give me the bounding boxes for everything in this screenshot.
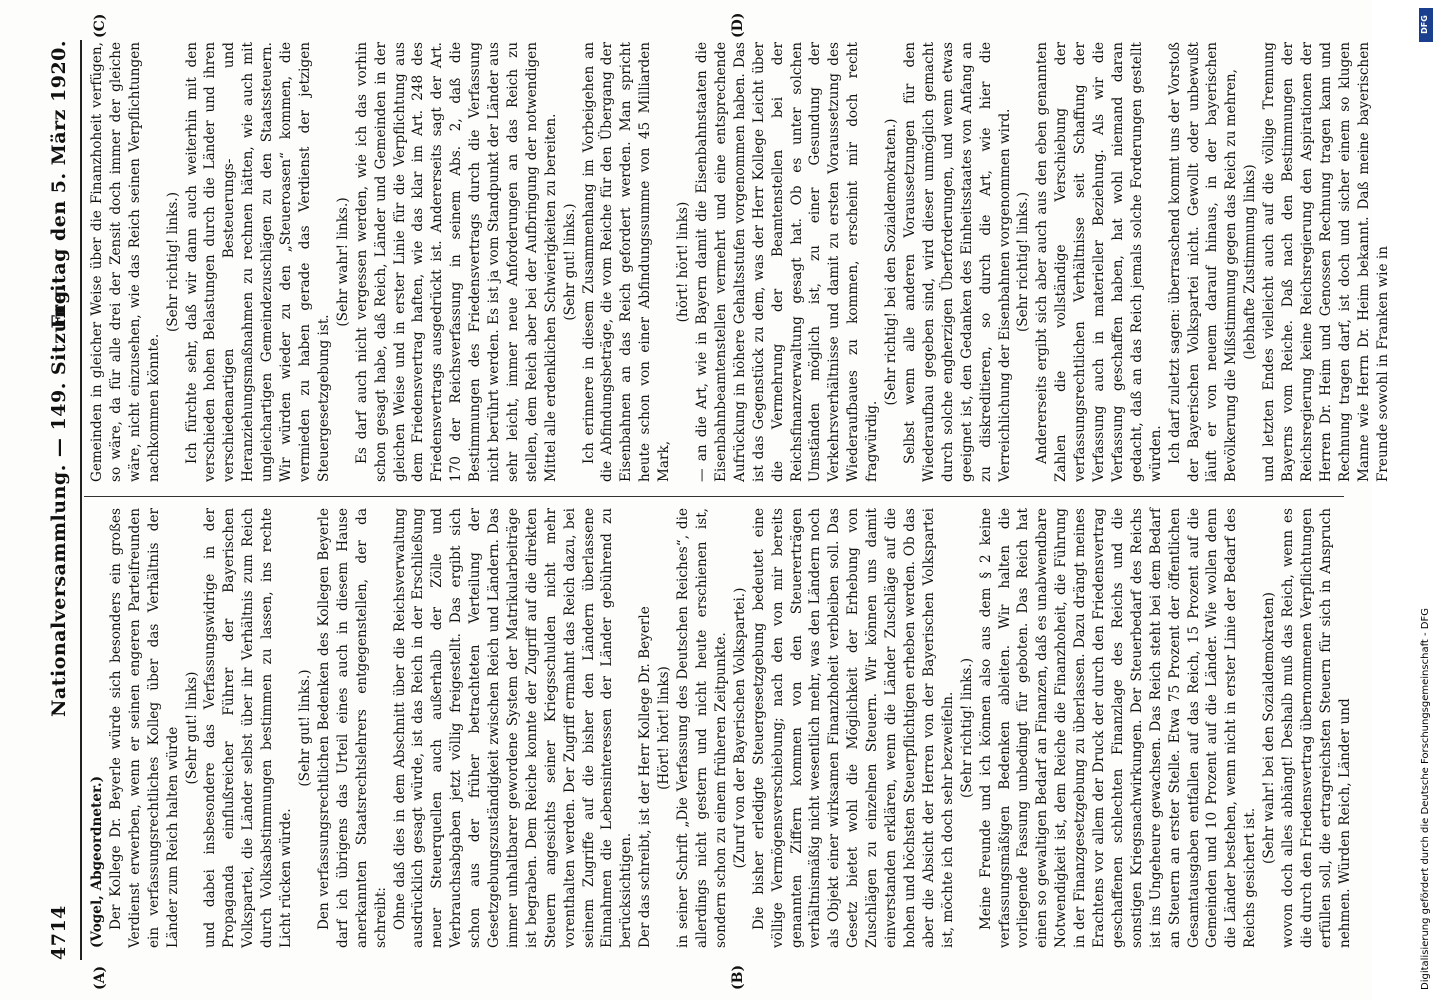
margin-marker-b: (B) xyxy=(730,964,746,990)
paragraph xyxy=(334,42,353,482)
paragraph-text: Der das schreibt, ist der Herr Kollege Dr. Beyerle xyxy=(637,606,654,948)
margin-marker-c: (C) xyxy=(92,13,108,38)
paragraph xyxy=(1166,42,1242,482)
paragraph xyxy=(580,42,675,482)
paragraph xyxy=(1241,42,1260,482)
paragraph-text: (Sehr gut! links.) xyxy=(561,203,578,321)
paragraph-text: (hört! hört! links) xyxy=(675,201,692,323)
margin-marker-d: (D) xyxy=(730,12,746,38)
column-divider xyxy=(84,496,1344,497)
paragraph-text: in seiner Schrift „Die Verfassung des Deutschen Reiches“, die allerdings nicht gestern und nicht heute erschienen ist, sondern schon zu einem früheren Zeitpunkte. xyxy=(675,508,729,948)
paragraph-text: (Sehr richtig! links.) xyxy=(958,657,975,799)
header-rule xyxy=(80,40,82,960)
paragraph-text: (Sehr richtig! links.) xyxy=(1015,191,1032,333)
margin-marker-a: (A) xyxy=(92,965,108,990)
session-date: Freitag den 5. März 1920. xyxy=(48,40,70,329)
paragraph-text: Gemeinden in gleicher Weise über die Finanzhoheit verfügen, so wäre, da für alle drei der Zensit doch immer der gleiche wäre, nicht einzusehen, wie das Reich seinen Verpflichtungen nachkommen könnte. xyxy=(89,42,162,482)
paragraph xyxy=(1260,42,1392,482)
paragraph-text: Die bisher erledigte Steuergesetzgebung bedeutet eine völlige Vermögensverschiebung; nach den von mir bereits genannten Ziffern kommen von den Steuererträgen verhältnismäßig nicht wesentlich mehr, was den Ländern noch als Objekt einer wirksamen Finanzhoheit verbleiben soll. Das Gesetz bietet wohl die Möglichkeit der Erhebung von Zuschlägen zu einzelnen Steuern. Wir können uns damit einverstanden erklären, wenn die Länder Zuschläge auf die hohen und höchsten Steuerpflichtigen erheben werden. Ob das aber die Absicht der Herren von der Bayerischen Volkspartei ist, möchte ich doch sehr bezweifeln. xyxy=(750,508,956,948)
paragraph xyxy=(1033,42,1165,482)
paragraph xyxy=(391,508,637,948)
paragraph xyxy=(731,508,750,948)
paragraph xyxy=(296,508,315,948)
paragraph-text: und dabei insbesondere das Verfassungswidrige in der Propaganda einflußreicher Führer der Bayerischen Volkspartei, die Länder selbst über ihr Verhältnis zum Reich durch Volksabstimmungen bestimmen zu lassen, ins rechte Licht rücken würde. xyxy=(202,508,295,948)
paragraph xyxy=(636,508,655,948)
paragraph xyxy=(674,508,731,948)
paragraph-text: Ich fürchte sehr, daß wir dann auch weiterhin mit den verschieden hohen Belastungen durch die Länder und ihren verschiedenartigen Besteuerungs- und Heranziehungsmaßnahmen zu rechnen hätten, wie auch mit ungleichartigen Gemeindezuschlägen zu den Staatssteuern. Wir würden wieder zu den „Steueroasen“ kommen, die vermieden zu haben gerade das Verdienst der jetzigen Steuergesetzgebung ist. xyxy=(183,42,332,482)
paragraph xyxy=(183,42,334,482)
paragraph-text: Ich erinnere in diesem Zusammenhang im Vorbeigehen an die Abfindungsbeträge, die vom Reiche für den Übergang der Eisenbahnen an das Reich gefordert werden. Man spricht heute schon von einer Abfindungssumme von 45 Milliarden Mark, xyxy=(580,42,673,482)
paragraph xyxy=(201,508,296,948)
text-column-left xyxy=(88,508,1353,948)
paragraph-text: (Sehr gut! links.) xyxy=(296,669,313,787)
paragraph xyxy=(901,42,1014,482)
paragraph-text: (Hört! hört! links) xyxy=(656,666,673,790)
digitisation-note-text: Digitalisierung gefördert durch die Deutsche Forschungsgemeinschaft - DFG xyxy=(1420,607,1431,990)
paragraph-text: und letzten Endes vielleicht auch auf die völlige Trennung Bayerns vom Reiche. Daß nach den Bestimmungen der Reichsregierung keine Reichsregierung den Aspirationen der Herren Dr. Heim und Genossen Rechnung tragen kann und Rechnung tragen darf, ist doch und sicher einem so klugen Manne wie Herrn Dr. Heim bekannt. Daß meine bayerischen Freunde sowohl in Franken wie in xyxy=(1261,42,1391,482)
paragraph xyxy=(353,42,561,482)
paragraph xyxy=(315,508,391,948)
page-header xyxy=(48,40,78,960)
paragraph-text: (Zuruf von der Bayerischen Volkspartei.) xyxy=(731,587,748,869)
paragraph xyxy=(183,508,202,948)
paragraph xyxy=(561,42,580,482)
page-number: 4714 xyxy=(48,905,70,960)
paragraph-text: Meine Freunde und ich können also aus dem § 2 keine verfassungsmäßigen Bedenken ableiten. Wir halten die vorliegende Fassung unbedingt für geboten. Das Reich hat einen so gewaltigen Bedarf an Finanzen, daß es unabwendbare Notwendigkeit ist, dem Reiche die Finanzhoheit, die Führung in der Finanzgesetzgebung zu überlassen. Dazu drängt meines Erachtens vor allem der Druck der durch den Friedensvertrag geschaffenen schlechten Finanzlage des Reichs und die sonstigen Kriegsnachwirkungen. Der Steuerbedarf des Reichs ist ins Ungeheure gewachsen. Das Reich steht bei dem Bedarf an Steuern an erster Stelle. Etwa 75 Prozent der öffentlichen Gesamtausgaben entfallen auf das Reich, 15 Prozent auf die Gemeinden und 10 Prozent auf die Länder. Wie wollen denn die Länder bestehen, wenn nicht in erster Linie der Bedarf des Reichs gesichert ist. xyxy=(977,508,1259,948)
paragraph-text: (Sehr wahr! links.) xyxy=(334,197,351,327)
paragraph-text: Es darf auch nicht vergessen werden, wie ich das vorhin schon gesagt habe, daß Reich, Länder und Gemeinden in der gleichen Weise und in erster Linie für die Verpflichtung aus dem Friedensvertrag haften, wie das klar im Art. 248 des Friedensvertrags ausgedrückt ist. Andererseits sagt der Art. 170 der Reichsverfassung in seinem Abs. 2, daß die Bestimmungen des Friedensvertrags durch die Verfassung nicht berührt werden. Es ist ja vom Standpunkt der Länder aus sehr leicht, immer neue Anforderungen an das Reich zu stellen, dem Reich aber bei der Aufbringung der notwendigen Mittel alle erdenklichen Schwierigkeiten zu bereiten. xyxy=(353,42,559,482)
paragraph-text: (lebhafte Zustimmung links) xyxy=(1242,164,1259,360)
paragraph xyxy=(674,42,693,482)
paragraph-text: (Sehr gut! links) xyxy=(183,671,200,785)
paragraph-text: (Sehr richtig! links.) xyxy=(164,191,181,333)
paragraph xyxy=(1260,508,1279,948)
paragraph-text: (Sehr richtig! bei den Sozialdemokraten.) xyxy=(883,118,900,406)
paragraph xyxy=(977,508,1261,948)
paragraph xyxy=(1014,42,1033,482)
text-column-right xyxy=(88,42,1391,482)
paragraph-text: Selbst wenn alle anderen Voraussetzungen für den Wiederaufbau gegeben sind, wird dieser unmöglich gemacht durch solche engherzigen Überforderungen, und wenn etwas geeignet ist, den Gedanken des Einheitsstaates von Anfang an zu diskreditieren, so durch die Art, wie hier die Verreichlichung der Eisenbahnen vorgenommen wird. xyxy=(901,42,1013,482)
paragraph-text: Andererseits ergibt sich aber auch aus den eben genannten Zahlen die vollständige Verschiebung der verfassungsrechtlichen Verhältnisse seit Schaffung der Verfassung auch in materieller Beziehung. Als wir die Verfassung geschaffen haben, hat wohl niemand daran gedacht, daß an das Reich jemals solche Forderungen gestellt würden. xyxy=(1034,42,1164,482)
paragraph-text: (Sehr wahr! bei den Sozialdemokraten) xyxy=(1261,592,1278,864)
paragraph xyxy=(958,508,977,948)
paragraph xyxy=(88,42,164,482)
dfg-logo: DFG xyxy=(1419,8,1433,42)
paragraph-text: wovon doch alles abhängt! Deshalb muß das Reich, wenn es die durch den Friedensvertrag übernommenen Verpflichtungen erfüllen soll, die ertragreichsten Steuern für sich in Anspruch nehmen. Würden Reich, Länder und xyxy=(1280,508,1353,948)
paragraph xyxy=(164,42,183,482)
paragraph-text: — an die Art, wie in Bayern damit die Eisenbahnstaaten die Eisenbahnbeamtenstellen vermehrt und eine entsprechende Aufrückung in höhere Gehaltsstufen vorgenommen haben. Das ist das Gegenstück zu dem, was der Herr Kollege Leicht über die Vermehrung der Beamtenstellen bei der Reichsfinanzverwaltung gesagt hat. Ob es unter solchen Umständen möglich ist, zu einer Gesundung der Verkehrsverhältnisse und damit zu ersten Voraussetzung des Wiederaufbaues zu kommen, erscheint mir doch recht fragwürdig. xyxy=(694,42,881,482)
paragraph xyxy=(107,508,183,948)
paragraph-text: Ohne daß dies in dem Abschnitt über die Reichsverwaltung ausdrücklich gesagt würde, ist das Reich in der Erschließung neuer Steuerquellen auch außerhalb der Zölle und Verbrauchsabgaben jetzt völlig freigestellt. Das ergibt sich schon aus der früher betrachteten Verteilung der Gesetzgebungszuständigkeit zwischen Reich und Ländern. Das immer unhaltbarer gewordene System der Matrikularbeiträge ist begraben. Dem Reiche konnte der Zugriff auf die direkten Steuern angesichts seiner Kriegsschulden nicht mehr vorenthalten werden. Der Zugriff ermahnt das Reich dazu, bei seinem Zugriffe auf die bisher den Ländern überlassene Einnahmen die Lebensinteressen der Länder gebührend zu berücksichtigen. xyxy=(391,508,635,948)
paragraph-text: Ich darf zuletzt sagen: überraschend kommt uns der Vorstoß der Bayerischen Volkspartei nicht. Gewollt oder unbewußt läuft er von neuem darauf hinaus, in der bayerischen Bevölkerung die Mißstimmung gegen das Reich zu mehren, xyxy=(1166,42,1240,482)
paragraph xyxy=(750,508,958,948)
paragraph xyxy=(88,508,107,948)
speaker-label: (Vogel, Abgeordneter.) xyxy=(89,775,105,948)
digitisation-note xyxy=(1418,10,1434,995)
paragraph xyxy=(693,42,882,482)
session-title: Nationalversammlung. — 149. Sitzung. xyxy=(48,283,70,717)
paragraph-text: Den verfassungsrechtlichen Bedenken des Kollegen Beyerle darf ich übrigens das Urteil eines auch in diesem Hause anerkannten Staatsrechtslehrers entgegenstellen, der da schreibt: xyxy=(315,508,389,948)
paragraph xyxy=(1279,508,1355,948)
paragraph xyxy=(882,42,901,482)
paragraph-text: Der Kollege Dr. Beyerle würde sich besonders ein großes Verdienst erwerben, wenn er seinen engeren Parteifreunden ein verfassungsrechtliches Kolleg über das Verhältnis der Länder zum Reich halten würde xyxy=(107,508,181,948)
paragraph xyxy=(655,508,674,948)
